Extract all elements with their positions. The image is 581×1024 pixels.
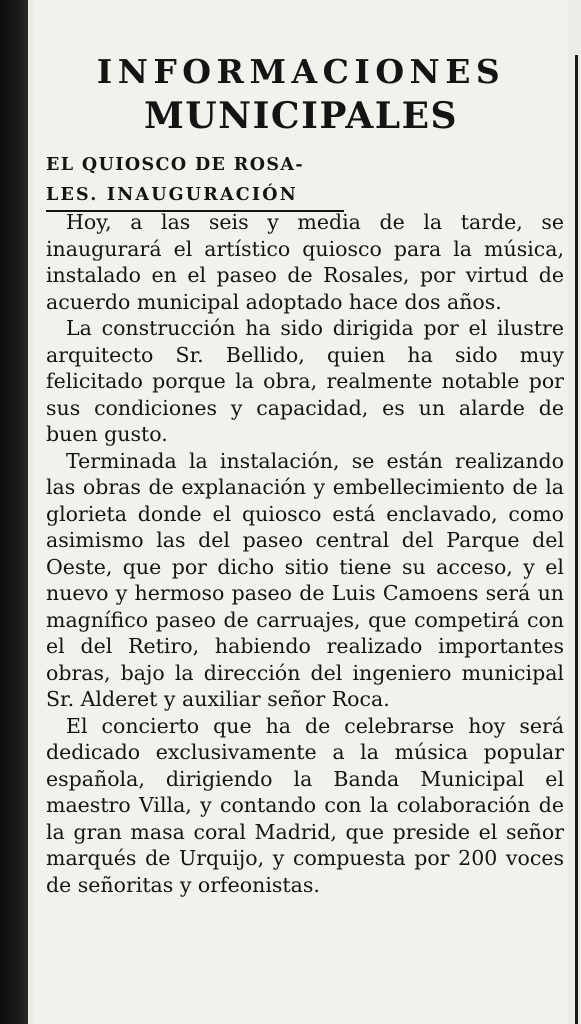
paragraph-2: La construcción ha sido dirigida por el ilustre arquitecto Sr. Bellido, quien ha sido muy felicitado porque la obra, realmente notable por sus condiciones y capacidad, es un alarde de buen gusto. bbox=[46, 316, 564, 446]
subheading bbox=[46, 150, 346, 212]
headline-line-1: INFORMACIONES bbox=[96, 52, 506, 91]
paragraph-3: Terminada la instalación, se están realizando las obras de explanación y embellecimiento de la glorieta donde el quiosco está enclavado, como asimismo las del paseo central del Parque del Oeste, que por dicho sitio tiene su acceso, y el nuevo y hermoso paseo de Luis Camoens será un magnífico paseo de carruajes, que competirá con el del Retiro, habiendo realizado importantes obras, bajo la dirección del ingeniero municipal Sr. Alderet y auxiliar señor Roca. bbox=[46, 448, 564, 711]
page-left-edge bbox=[0, 0, 28, 1024]
subheading-line-1: EL QUIOSCO DE ROSA- bbox=[46, 155, 305, 175]
subheading-line-2: LES. INAUGURACIÓN bbox=[46, 180, 344, 212]
paragraph-1: Hoy, a las seis y media de la tarde, se inaugurará el artístico quiosco para la música, instalado en el paseo de Rosales, por virtud de acuerdo municipal adoptado hace dos años. bbox=[46, 210, 564, 314]
column-rule bbox=[575, 55, 578, 1024]
paragraph-4: El concierto que ha de celebrarse hoy será dedicado exclusivamente a la música popular española, dirigiendo la Banda Municipal el maestro Villa, y contando con la colaboración de la gran masa coral Madrid, que preside el señor marqués de Urquijo, y compuesta por 200 voces de señoritas y orfeonistas. bbox=[46, 713, 564, 897]
article-body bbox=[46, 209, 564, 898]
newspaper-column bbox=[34, 0, 568, 1024]
headline-line-2: MUNICIPALES bbox=[143, 95, 459, 137]
